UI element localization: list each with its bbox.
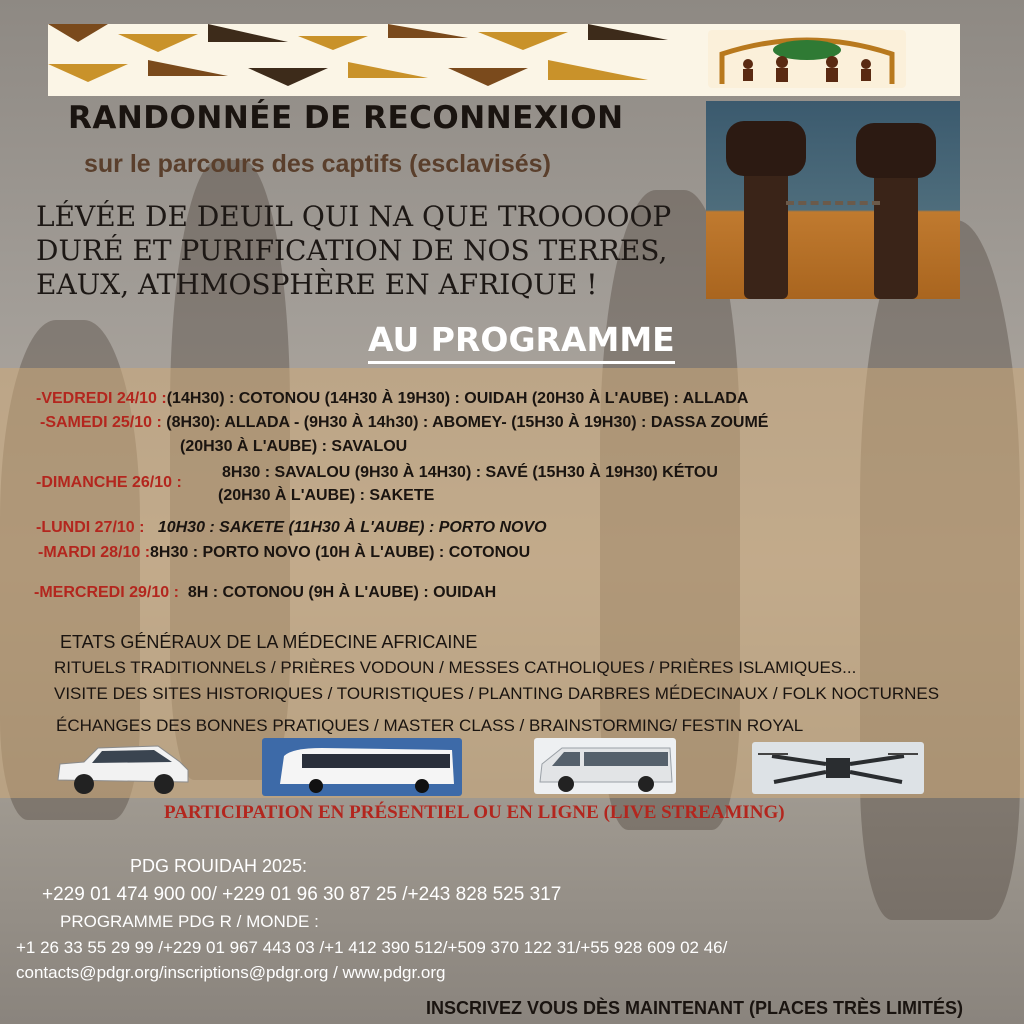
day-text: (8H30): ALLADA - (9H30 À 14h30) : ABOMEY- (15H30 À 19H30) : DASSA ZOUMÉ [161,414,769,431]
contact-world-phones: +1 26 33 55 29 99 /+229 01 967 443 03 /+1 412 390 512/+509 370 122 31/+55 928 609 02 46/ [16,938,728,957]
day-label: -MARDI 28/10 : [38,544,151,561]
contact-heading: PDG ROUIDAH 2025: [130,856,308,876]
schedule-row-tuesday [38,544,530,562]
day-text-continued: (20H30 À L'AUBE) : SAVALOU [180,438,408,455]
day-text: 8H : COTONOU (9H À L'AUBE) : OUIDAH [187,584,497,601]
logo-emblem [708,30,906,88]
activity-line: VISITE DES SITES HISTORIQUES / TOURISTIQUES / PLANTING DARBRES MÉDECINAUX / FOLK NOCTURNES [54,684,940,703]
schedule-row-saturday [40,414,768,432]
drone-image [752,742,924,794]
minivan-image [534,738,676,794]
day-label: -LUNDI 27/10 : [36,519,145,536]
fist-right-hand [856,123,936,178]
schedule-row-sunday-label [36,474,182,492]
schedule-row-friday [36,390,748,408]
program-heading: AU PROGRAMME [368,320,675,364]
contact-phones: +229 01 474 900 00/ +229 01 96 30 87 25 /+243 828 525 317 [42,884,562,905]
day-text: 8H30 : PORTO NOVO (10H À L'AUBE) : COTONOU [150,544,531,561]
schedule-row-monday [36,519,547,537]
day-text: (14H30) : COTONOU (14H30 À 19H30) : OUIDAH (20H30 À L'AUBE) : ALLADA [166,390,749,407]
day-label: -MERCREDI 29/10 : [34,584,179,601]
call-text [36,200,671,302]
fist-left-hand [726,121,806,176]
activity-line: RITUELS TRADITIONNELS / PRIÈRES VODOUN / MESSES CATHOLIQUES / PRIÈRES ISLAMIQUES... [54,658,857,677]
register-call: INSCRIVEZ VOUS DÈS MAINTENANT (PLACES TRÈS LIMITÉS) [426,998,964,1018]
activity-line: ETATS GÉNÉRAUX DE LA MÉDECINE AFRICAINE [60,632,478,652]
contact-emails[interactable]: contacts@pdgr.org/inscriptions@pdgr.org / www.pdgr.org [16,963,446,982]
coach-bus-image [262,738,462,796]
page-subtitle: sur le parcours des captifs (esclavisés) [84,150,551,178]
day-text: 8H30 : SAVALOU (9H30 À 14H30) : SAVÉ (15H30 À 19H30) KÉTOU [222,464,718,481]
day-text: 10H30 : SAKETE (11H30 À L'AUBE) : PORTO NOVO [157,519,547,536]
day-label: -SAMEDI 25/10 : [40,414,162,431]
page-title: RANDONNÉE DE RECONNEXION [68,100,624,136]
call-line: LÉVÉE DE DEUIL QUI NA QUE TROOOOOP [36,200,672,233]
day-label: -VEDREDI 24/10 : [36,390,167,407]
participation-text: PARTICIPATION EN PRÉSENTIEL OU EN LIGNE (LIVE STREAMING) [164,802,785,823]
day-text-continued: (20H30 À L'AUBE) : SAKETE [218,487,435,504]
suv-image [48,738,194,798]
raised-fists-image [706,101,960,299]
contact-world-label: PROGRAMME PDG R / MONDE : [60,912,319,931]
call-line: DURÉ ET PURIFICATION DE NOS TERRES, [36,234,668,267]
broken-chain [786,201,880,215]
day-label: -DIMANCHE 26/10 : [36,474,182,491]
call-line: EAUX, ATHMOSPHÈRE EN AFRIQUE ! [36,268,598,301]
activity-line: ÉCHANGES DES BONNES PRATIQUES / MASTER CLASS / BRAINSTORMING/ FESTIN ROYAL [56,716,804,735]
schedule-row-wednesday [34,584,496,602]
